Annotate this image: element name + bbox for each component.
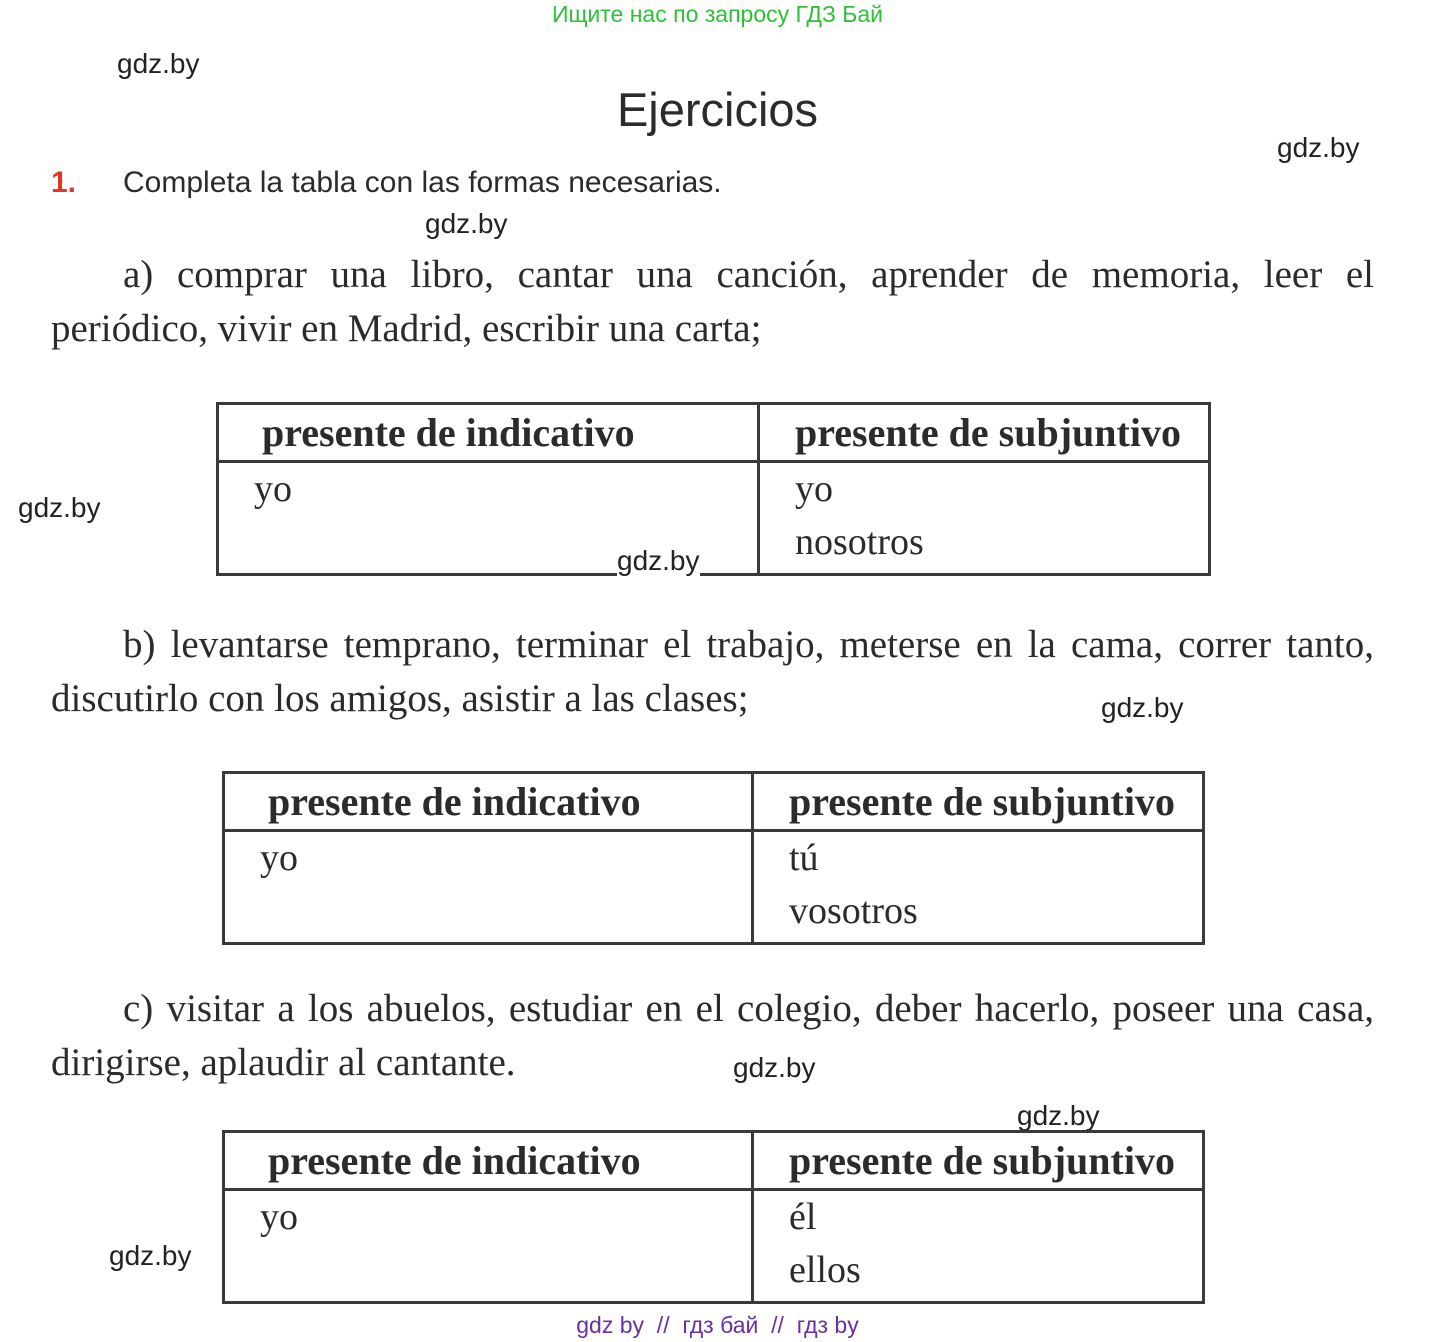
exercise-number: 1. [51, 166, 77, 199]
table-header: presente de indicativo [224, 773, 753, 831]
watermark: gdz.by [117, 48, 200, 79]
pronoun: yo [260, 1196, 298, 1238]
pronoun: vosotros [789, 890, 918, 932]
watermark: gdz.by [425, 208, 508, 239]
indicativo-cell [224, 1190, 753, 1303]
pronoun: yo [795, 468, 833, 510]
exercise-instruction: Completa la tabla con las formas necesarias. [123, 166, 722, 199]
section-c-text: c) visitar a los abuelos, estudiar en el colegio, deber hacerlo, poseer una casa, dirigirse, aplaudir al cantante. [51, 987, 1374, 1084]
table-header: presente de subjuntivo [759, 404, 1210, 462]
conjugation-table-a [216, 402, 1211, 576]
pronoun: tú [789, 837, 819, 879]
footer-watermark: gdz by // гдз бай // гдз by [576, 1312, 859, 1338]
watermark: gdz.by [1017, 1100, 1100, 1131]
watermark: gdz.by [109, 1240, 192, 1271]
pronoun: ellos [789, 1249, 861, 1291]
conjugation-table-c [222, 1130, 1205, 1304]
table-header: presente de indicativo [224, 1132, 753, 1190]
top-banner: Ищите нас по запросу ГДЗ Бай [551, 1, 884, 27]
table-header: presente de indicativo [218, 404, 759, 462]
table-header: presente de subjuntivo [753, 773, 1204, 831]
pronoun: él [789, 1196, 817, 1238]
subjuntivo-cell [753, 1190, 1204, 1303]
subjuntivo-cell [759, 462, 1210, 575]
watermark: gdz.by [18, 492, 101, 523]
subjuntivo-cell [753, 831, 1204, 944]
pronoun: nosotros [795, 521, 924, 563]
watermark: gdz.by [1277, 132, 1360, 163]
pronoun: yo [260, 837, 298, 879]
conjugation-table-b [222, 771, 1205, 945]
table-header: presente de subjuntivo [753, 1132, 1204, 1190]
watermark: gdz.by [733, 1052, 816, 1083]
section-b-text: b) levantarse temprano, terminar el trabajo, meterse en la cama, correr tanto, discutirlo con los amigos, asistir a las clases; [51, 623, 1374, 720]
page-title: Ejercicios [616, 83, 819, 136]
watermark: gdz.by [1101, 692, 1184, 723]
pronoun: yo [254, 468, 292, 510]
section-a-text: a) comprar una libro, cantar una canción, aprender de memoria, leer el periódico, vivir en Madrid, escribir una carta; [51, 253, 1374, 350]
watermark: gdz.by [617, 545, 700, 576]
indicativo-cell [224, 831, 753, 944]
